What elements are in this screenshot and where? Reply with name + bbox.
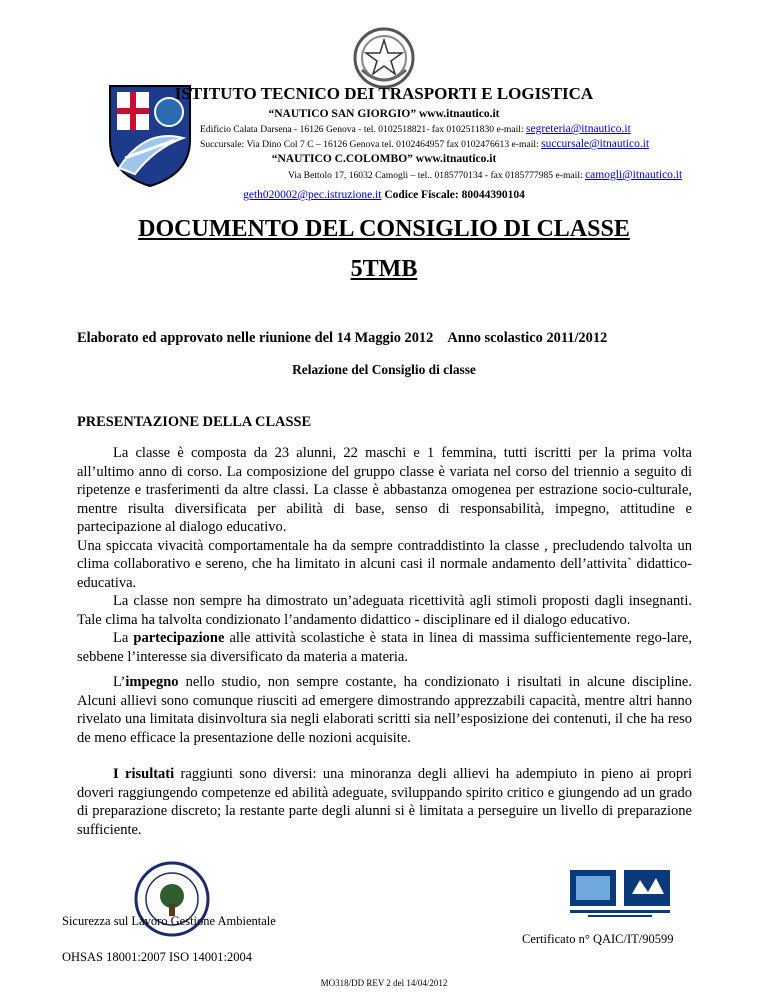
campus1-address-line (200, 123, 768, 135)
class-code: 5TMB (350, 256, 418, 282)
footer-revision: MO318/DD REV 2 del 14/04/2012 (320, 978, 448, 988)
footer-certificate: Certificato n° QAIC/IT/90599 (522, 932, 674, 946)
document-title: DOCUMENTO DEL CONSIGLIO DI CLASSE (138, 216, 630, 242)
approval-date: Elaborato ed approvato nelle riunione del 14 Maggio 2012 (77, 330, 434, 346)
branch-email-link[interactable]: succursale@itnautico.it (541, 138, 650, 150)
pec-email-link[interactable]: geth020002@pec.istruzione.it (243, 189, 382, 201)
republic-emblem-icon (352, 26, 416, 90)
campus2-address: Via Bettolo 17, 16032 Camogli – tel.. 0185770134 - fax 0185777985 e-mail: (288, 170, 586, 181)
campus2-name: “NAUTICO C.COLOMBO” www.itnautico.it (271, 153, 497, 165)
paragraph-receptivity: La classe non sempre ha dimostrato un’adeguata ricettività agli stimoli proposti dagli insegnanti. Tale clima ha talvolta condizionato l’andamento didattico - disciplinare ed il dialogo educativo. (77, 593, 692, 628)
commitment-keyword: impegno (125, 674, 179, 690)
commitment-text: nello studio, non sempre costante, ha condizionato i risultati in alcune discipline. Alcuni allievi sono comunque riusciti ad emergere dimostrando apprezzabili capacità, mentre altri hanno rivelato una limitata disinvoltura sia negli elaborati scritti sia nell’esposizione dei contenuti, il che ha reso de meno efficace la presentazione delle nozioni acquisite. (77, 674, 692, 746)
qa-ukas-certification-logo (568, 868, 684, 918)
campus1-name: “NAUTICO SAN GIORGIO” www.itnautico.it (268, 108, 500, 120)
participation-keyword: partecipazione (133, 630, 225, 646)
participation-text: alle attività scolastiche è stata in linea di massima sufficientemente rego-lare, sebbene l’interesse sia diversificato da materia a materia. (77, 630, 692, 665)
paragraph-participation (77, 629, 692, 666)
fiscal-code: Codice Fiscale: 80044390104 (381, 189, 525, 201)
campus1-branch-line (200, 138, 768, 150)
pec-line (0, 189, 768, 201)
document-body (77, 444, 692, 839)
school-year: Anno scolastico 2011/2012 (447, 330, 608, 346)
footer-standards: OHSAS 18001:2007 ISO 14001:2004 (62, 950, 252, 964)
paragraph-commitment (77, 673, 692, 747)
campus2-address-line (288, 169, 768, 181)
report-title: Relazione del Consiglio di classe (292, 362, 476, 377)
secretary-email-link[interactable]: segreteria@itnautico.it (526, 123, 631, 135)
commitment-prefix: L’ (113, 674, 126, 690)
approval-line (77, 330, 607, 347)
participation-prefix: La (113, 630, 134, 646)
results-text: raggiunti sono diversi: una minoranza degli allievi ha adempiuto in pieno ai propri doveri raggiungendo competenze ed abilità adeguate, sviluppando spirito critico e giungendo ad un grado di preparazione discreto; la restante parte degli alunni si è limitata a perseguire un livello di preparazione sufficiente. (77, 766, 692, 838)
paragraph-composition: La classe è composta da 23 alunni, 22 maschi e 1 femmina, tutti iscritti per la prima volta all’ultimo anno di corso. La composizione del gruppo classe è variata nel corso del triennio a seguito di ripetenze e trasferimenti da altre classi. La classe è abbastanza omogenea per estrazione socio-culturale, mentre risulta diversificata per abilità di base, senso di responsabilità, impegno, attitudine e partecipazione al dialogo educativo. (77, 445, 692, 535)
camogli-email-link[interactable]: camogli@itnautico.it (585, 169, 683, 181)
school-name: ISTITUTO TECNICO DEI TRASPORTI E LOGISTICA (174, 84, 594, 103)
campus1-branch-address: Succursale: Via Dino Col 7 C – 16126 Genova tel. 0102464957 fax 0102476613 e-mail: (200, 139, 542, 150)
footer-safety-label: Sicurezza sul Lavoro Gestione Ambientale (62, 914, 276, 928)
section-title: PRESENTAZIONE DELLA CLASSE (77, 414, 312, 430)
paragraph-behavior: Una spiccata vivacità comportamentale ha da sempre contraddistinto la classe , precludendo talvolta un clima collaborativo e sereno, che ha limitato in alcuni casi il normale andamento dell’attivita` didattico-educativa. (77, 537, 692, 591)
results-keyword: I risultati (113, 766, 175, 782)
paragraph-results (77, 765, 692, 839)
campus1-address: Edificio Calata Darsena - 16126 Genova - tel. 0102518821- fax 0102511830 e-mail: (200, 124, 527, 135)
